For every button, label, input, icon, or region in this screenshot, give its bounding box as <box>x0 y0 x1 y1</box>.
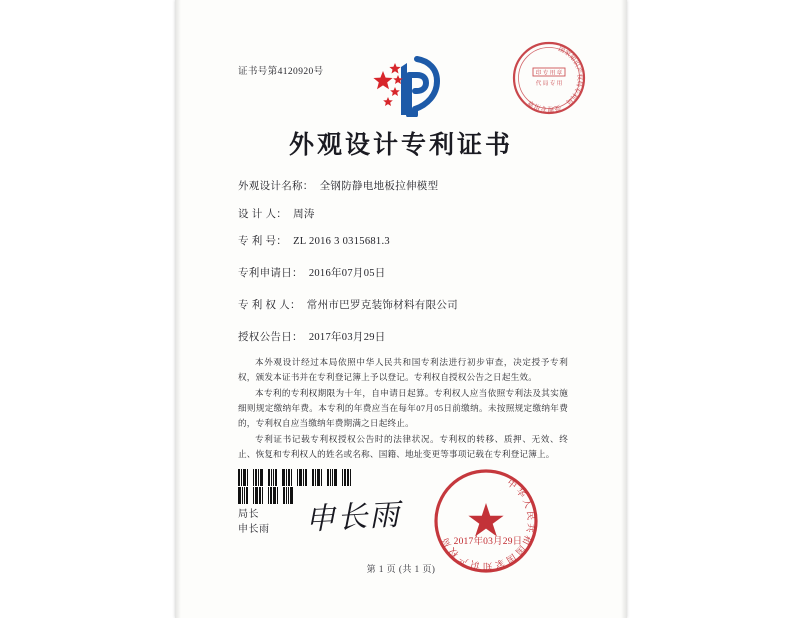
certificate-inner <box>175 0 627 618</box>
field-value: 全钢防静电地板拉伸模型 <box>319 181 439 192</box>
director-title: 局长 <box>238 509 259 520</box>
paragraph: 本外观设计经过本局依照中华人民共和国专利法进行初步审查，决定授予专利权，颁发本证书并在专利登记簿上予以登记。专利权自授权公告之日起生效。 <box>238 357 568 383</box>
svg-text:代 局 专 用: 代 局 专 用 <box>535 81 563 87</box>
page-footer: 第 1 页 (共 1 页) <box>366 564 436 574</box>
field-patent-number <box>238 233 578 248</box>
paragraph: 专利证书记载专利权授权公告时的法律状况。专利权的转移、质押、无效、终止、恢复和专利权人的姓名或名称、国籍、地址变更等事项记载在专利登记簿上。 <box>238 434 568 460</box>
field-value: 周涛 <box>293 208 315 220</box>
certificate-document <box>175 0 627 618</box>
director-label <box>238 507 270 537</box>
patent-office-round-seal <box>511 40 587 116</box>
field-label: 授权公告日： <box>238 332 303 343</box>
svg-text:印 专 用 章: 印 专 用 章 <box>535 70 563 77</box>
field-grant-announcement-date <box>238 329 578 344</box>
field-value: 2017年03月29日 <box>308 332 386 343</box>
page-title: 外观设计专利证书 <box>288 132 513 159</box>
field-label: 专 利 权 人： <box>238 300 301 311</box>
field-designer <box>238 206 578 221</box>
field-patentee <box>238 297 578 312</box>
paragraph: 本专利的专利权期限为十年，自申请日起算。专利权人应当依照专利法及其实施细则规定缴纳年费。本专利的年费应当在每年07月05日前缴纳。未按照规定缴纳年费的，专利权自应当缴纳年费期满之日起终止。 <box>238 387 568 429</box>
legal-body-text <box>238 355 568 463</box>
seal-date: 2017年03月29日 <box>453 537 523 547</box>
field-label: 设 计 人： <box>238 208 288 220</box>
field-label: 外观设计名称： <box>238 181 314 192</box>
official-red-seal <box>432 467 540 575</box>
svg-text:国家知识产权局专利局 受理专用章: 国家知识产权局专利局 受理专用章 <box>527 45 584 113</box>
certificate-number: 证书号第4120920号 <box>238 67 324 77</box>
field-value: 2016年07月05日 <box>308 268 386 279</box>
director-name: 申长雨 <box>238 524 270 535</box>
field-label: 专利申请日： <box>238 268 303 279</box>
field-label: 专 利 号： <box>238 236 288 247</box>
patent-office-logo-icon <box>371 55 449 117</box>
field-value: 常州市巴罗克装饰材料有限公司 <box>306 300 458 311</box>
svg-text:中华人民共和国国家知识产权局: 中华人民共和国国家知识产权局 <box>438 477 537 572</box>
field-design-name <box>238 178 578 193</box>
certificate-fields <box>238 178 578 357</box>
handwritten-signature: 申长雨 <box>304 498 402 537</box>
field-application-date <box>238 265 578 280</box>
field-value: ZL 2016 3 0315681.3 <box>293 236 390 247</box>
barcode <box>238 469 356 486</box>
